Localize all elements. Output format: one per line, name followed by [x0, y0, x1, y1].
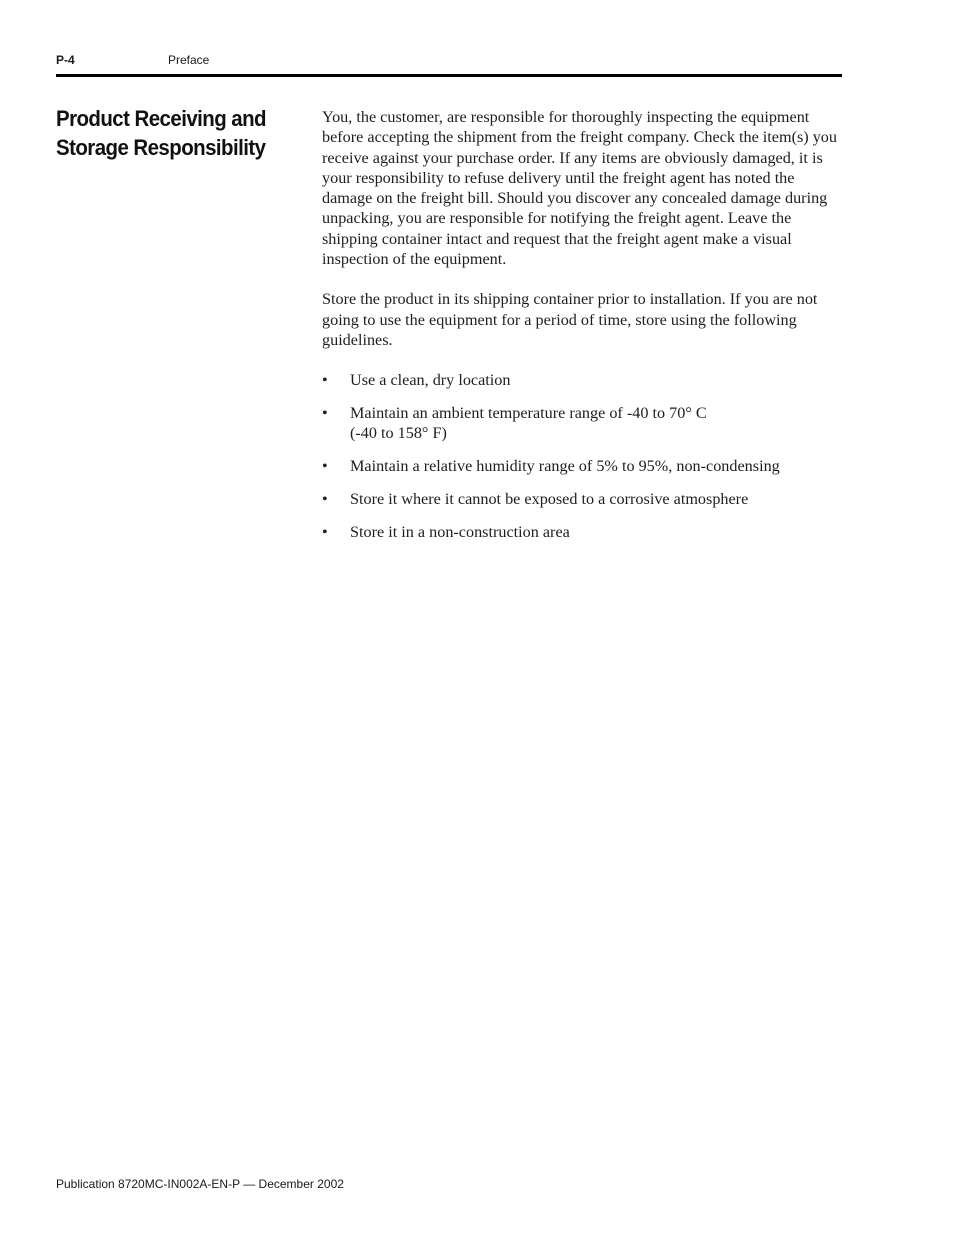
heading-line-2: Storage Responsibility [56, 135, 266, 160]
heading-line-1: Product Receiving and [56, 106, 266, 131]
page-footer: Publication 8720MC-IN002A-EN-P — December 2002 [56, 1177, 344, 1191]
list-item-text: Store it where it cannot be exposed to a corrosive atmosphere [350, 489, 749, 508]
bullet-icon: • [322, 404, 328, 423]
list-item [322, 522, 846, 542]
body-content [322, 107, 846, 555]
paragraph-storage: Store the product in its shipping container prior to installation. If you are not going to use the equipment for a period of time, store using the following guidelines. [322, 290, 818, 349]
section-heading [56, 104, 279, 162]
bullet-icon: • [322, 489, 328, 508]
page-number: P-4 [56, 53, 75, 67]
bullet-icon: • [322, 522, 328, 541]
bullet-icon: • [322, 371, 328, 390]
page-header [56, 52, 842, 72]
list-item-text: Store it in a non-construction area [350, 522, 570, 541]
list-item-text: Maintain a relative humidity range of 5% to 95%, non-condensing [350, 457, 780, 476]
header-rule [56, 74, 842, 77]
list-item-text: Maintain an ambient temperature range of -40 to 70° C [350, 404, 707, 423]
list-item [322, 403, 846, 444]
paragraph-inspection: You, the customer, are responsible for thoroughly inspecting the equipment before accepting the shipment from the freight company. Check the item(s) you receive against your purchase order. If any items are obviously damaged, it is your responsibility to refuse delivery until the freight agent has noted the damage on the freight bill. Should you discover any concealed damage during unpacking, you are responsible for notifying the freight agent. Leave the shipping container intact and request that the freight agent make a visual inspection of the equipment. [322, 108, 837, 269]
list-item [322, 489, 846, 509]
list-item-continuation: (-40 to 158° F) [350, 424, 447, 443]
list-item [322, 370, 846, 390]
list-item [322, 456, 846, 476]
section-name: Preface [168, 53, 210, 67]
guidelines-list [322, 370, 846, 542]
list-item-text: Use a clean, dry location [350, 371, 511, 390]
bullet-icon: • [322, 457, 328, 476]
